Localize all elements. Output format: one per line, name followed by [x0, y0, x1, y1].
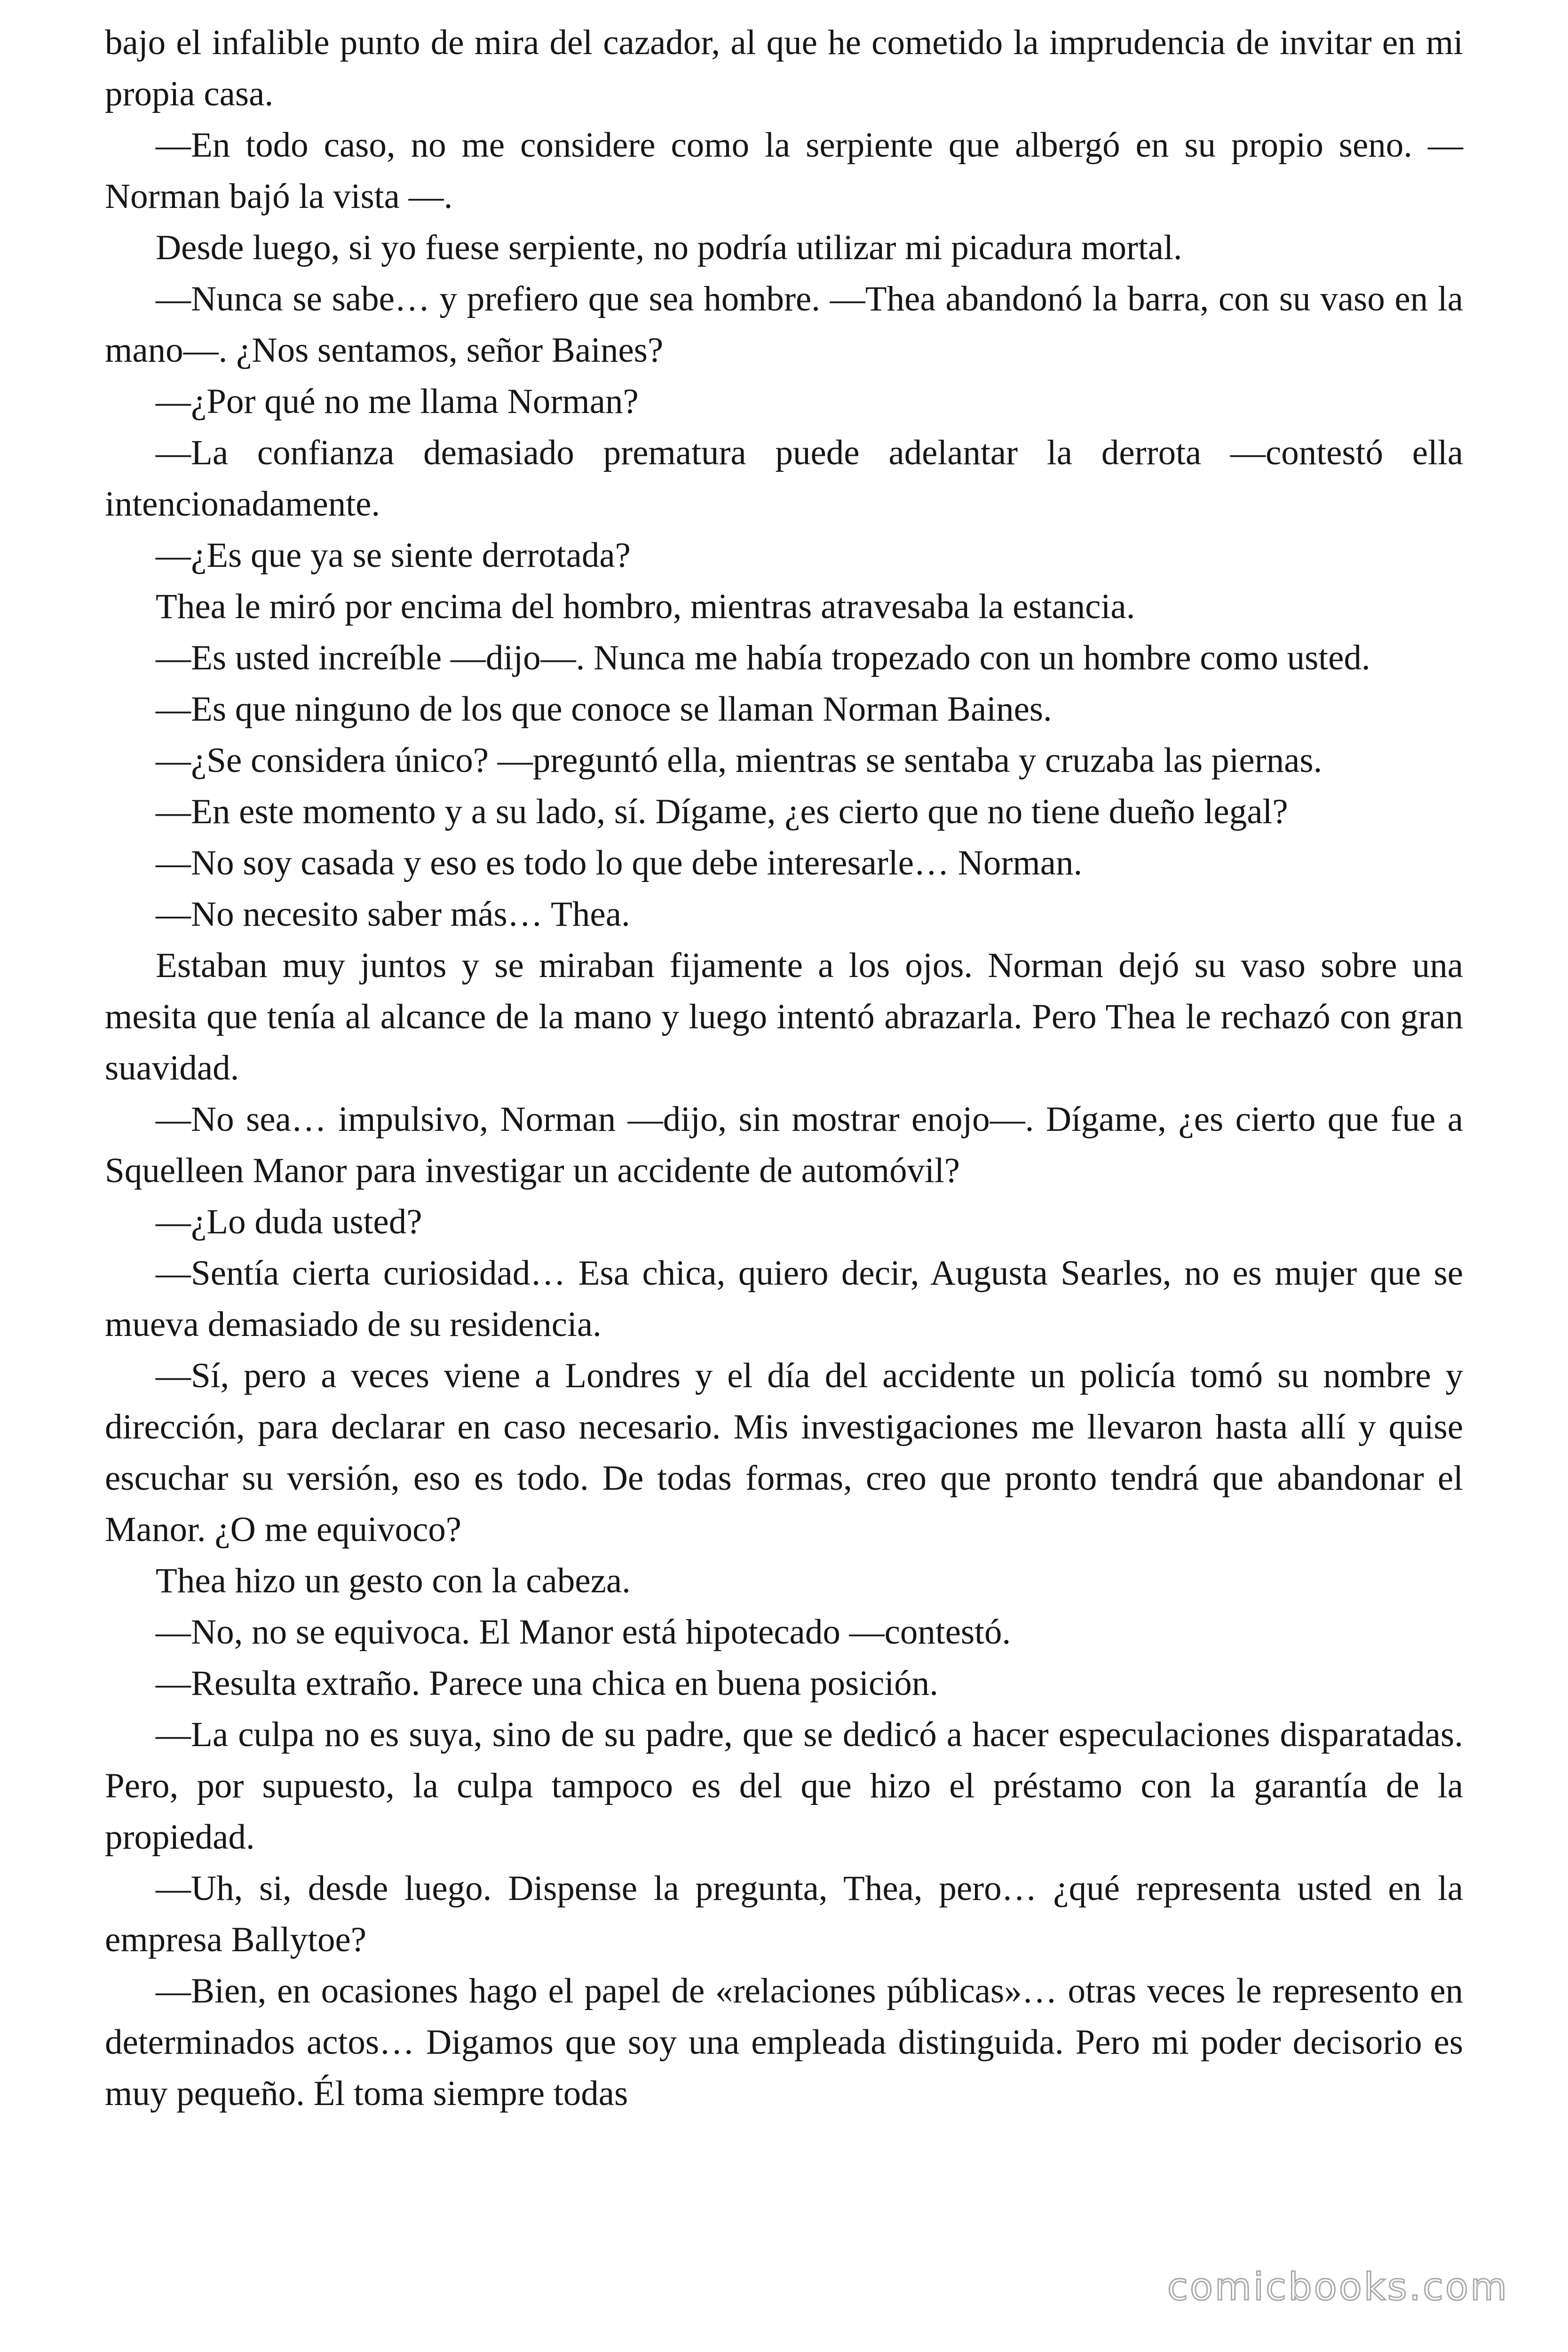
paragraph-7: —¿Es que ya se siente derrotada? — [156, 536, 631, 575]
book-page-text — [105, 17, 1463, 2119]
site-watermark: comicbooks.com — [1167, 2265, 1509, 2309]
paragraph-20: Thea hizo un gesto con la cabeza. — [156, 1561, 631, 1600]
paragraph-16: —No sea… impulsivo, Norman —dijo, sin mostrar enojo—. Dígame, ¿es cierto que fue a Squelleen Manor para investigar un accidente de automóvil? — [105, 1100, 1463, 1190]
paragraph-23: —La culpa no es suya, sino de su padre, que se dedicó a hacer especulaciones disparatadas. Pero, por supuesto, la culpa tampoco es del que hizo el préstamo con la garantía de la propiedad. — [105, 1715, 1463, 1857]
paragraph-14: —No necesito saber más… Thea. — [156, 895, 630, 934]
paragraph-5: —¿Por qué no me llama Norman? — [156, 382, 639, 421]
paragraph-17: —¿Lo duda usted? — [156, 1202, 422, 1241]
paragraph-11: —¿Se considera único? —preguntó ella, mientras se sentaba y cruzaba las piernas. — [156, 741, 1323, 780]
paragraph-21: —No, no se equivoca. El Manor está hipotecado —contestó. — [156, 1613, 1011, 1652]
paragraph-13: —No soy casada y eso es todo lo que debe interesarle… Norman. — [156, 843, 1083, 882]
paragraph-2: —En todo caso, no me considere como la serpiente que albergó en su propio seno. —Norman bajó la vista —. — [105, 126, 1463, 216]
paragraph-1: bajo el infalible punto de mira del cazador, al que he cometido la imprudencia de invitar en mi propia casa. — [105, 23, 1463, 113]
paragraph-9: —Es usted increíble —dijo—. Nunca me había tropezado con un hombre como usted. — [156, 638, 1370, 677]
paragraph-4: —Nunca se sabe… y prefiero que sea hombre. —Thea abandonó la barra, con su vaso en la mano—. ¿Nos sentamos, señor Baines? — [105, 279, 1463, 370]
paragraph-12: —En este momento y a su lado, sí. Dígame, ¿es cierto que no tiene dueño legal? — [156, 792, 1288, 831]
paragraph-24: —Uh, si, desde luego. Dispense la pregunta, Thea, pero… ¿qué representa usted en la empresa Ballytoe? — [105, 1869, 1463, 1959]
paragraph-19: —Sí, pero a veces viene a Londres y el día del accidente un policía tomó su nombre y dirección, para declarar en caso necesario. Mis investigaciones me llevaron hasta allí y quise escuchar su versión, eso es todo. De todas formas, creo que pronto tendrá que abandonar el Manor. ¿O me equivoco? — [105, 1356, 1463, 1549]
paragraph-18: —Sentía cierta curiosidad… Esa chica, quiero decir, Augusta Searles, no es mujer que se mueva demasiado de su residencia. — [105, 1254, 1463, 1344]
paragraph-25: —Bien, en ocasiones hago el papel de «relaciones públicas»… otras veces le represento en determinados actos… Digamos que soy una empleada distinguida. Pero mi poder decisorio es muy pequeño. Él toma siempre todas — [105, 1971, 1463, 2113]
paragraph-6: —La confianza demasiado prematura puede adelantar la derrota —contestó ella intencionadamente. — [105, 433, 1463, 524]
paragraph-15: Estaban muy juntos y se miraban fijamente a los ojos. Norman dejó su vaso sobre una mesita que tenía al alcance de la mano y luego intentó abrazarla. Pero Thea le rechazó con gran suavidad. — [105, 946, 1463, 1088]
paragraph-10: —Es que ninguno de los que conoce se llaman Norman Baines. — [156, 690, 1052, 729]
paragraph-8: Thea le miró por encima del hombro, mientras atravesaba la estancia. — [156, 587, 1135, 626]
paragraph-3: Desde luego, si yo fuese serpiente, no podría utilizar mi picadura mortal. — [156, 228, 1182, 267]
paragraph-22: —Resulta extraño. Parece una chica en buena posición. — [156, 1664, 938, 1703]
